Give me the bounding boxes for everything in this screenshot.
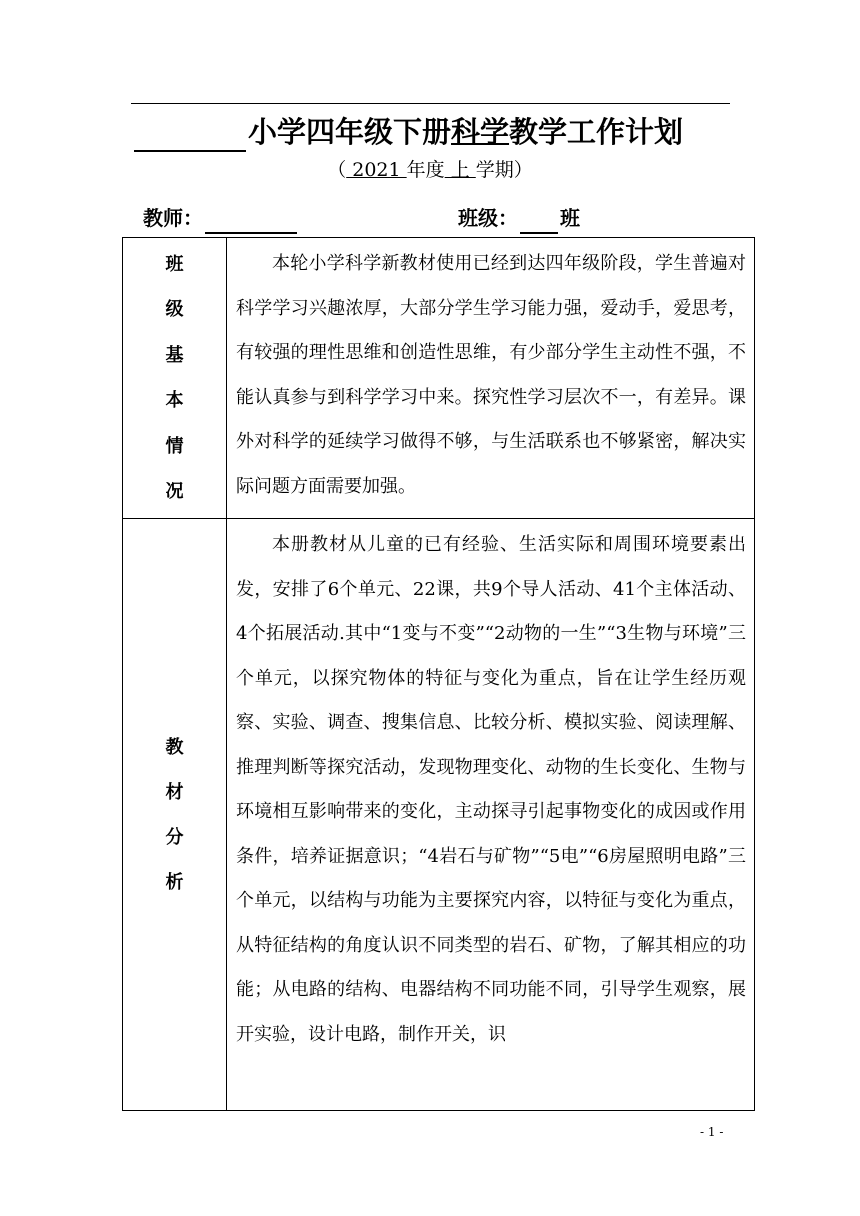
table-row	[123, 519, 755, 1111]
subtitle-term-suffix: 学期）	[475, 159, 533, 181]
section-content-cell	[227, 238, 755, 519]
section-text: 本册教材从儿童的已有经验、生活实际和周围环境要素出发，安排了6个单元、22课，共9个导人活动、41个主体活动、4个拓展活动.其中“1变与不变”“2动物的一生”“3生物与环境”三个单元，以探究物体的特征与变化为重点，旨在让学生经历观察、实验、调查、搜集信息、比较分析、模拟实验、阅读理解、推理判断等探究活动，发现物理变化、动物的生长变化、生物与环境相互影响带来的变化，主动探寻引起事物变化的成因或作用条件，培养证据意识；“4岩石与矿物”“5电”“6房屋照明电路”三个单元，以结构与功能为主要探究内容，以特征与变化为重点，从特征结构的角度认识不同类型的岩石、矿物，了解其相应的功能；从电路的结构、电器结构不同功能不同，引导学生观察，展开实验，设计电路，制作开关，识	[236, 534, 746, 1045]
subtitle-year-suffix: 年度	[406, 159, 445, 181]
section-label: 教材分析	[165, 736, 184, 893]
section-content-cell	[227, 519, 755, 1111]
subtitle-term: 上	[444, 159, 476, 181]
page-number: - 1 -	[700, 1125, 724, 1139]
section-text: 本轮小学科学新教材使用已经到达四年级阶段，学生普遍对科学学习兴趣浓厚，大部分学生学习能力强，爱动手，爱思考，有较强的理性思维和创造性思维，有少部分学生主动性不强，不能认真参与到科学学习中来。探究性学习层次不一，有差异。课外对科学的延续学习做得不够，与生活联系也不够紧密，解决实际问题方面需要加强。	[236, 253, 746, 497]
plan-table	[122, 237, 755, 1111]
class-label: 班级：	[458, 206, 518, 230]
title-main: 小学四年级下册	[248, 115, 452, 149]
section-label: 班级基本情况	[165, 253, 184, 502]
class-field	[458, 202, 580, 234]
table-row	[123, 238, 755, 519]
header-rule	[131, 103, 730, 104]
teacher-field	[143, 202, 299, 234]
title-end: 教学工作计划	[509, 115, 684, 149]
teacher-label: 教师：	[143, 206, 203, 230]
section-label-cell	[123, 519, 227, 1111]
document-subtitle	[0, 155, 860, 185]
subtitle-open: （	[327, 159, 347, 181]
class-suffix: 班	[560, 206, 580, 230]
subtitle-year: 2021	[346, 159, 407, 181]
section-label-cell	[123, 238, 227, 519]
teacher-blank	[205, 208, 297, 234]
title-subject: 科学	[451, 115, 510, 149]
document-title	[134, 112, 683, 152]
school-name-blank	[134, 116, 246, 152]
class-blank	[520, 208, 558, 234]
